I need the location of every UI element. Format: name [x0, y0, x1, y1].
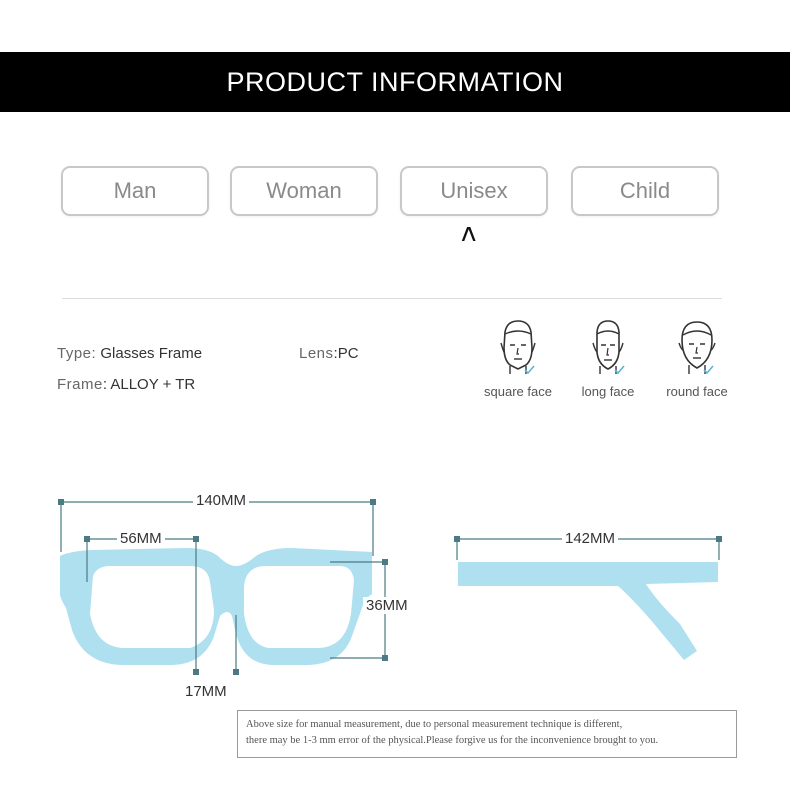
dimension-lens-height: 36MM — [363, 597, 411, 614]
measurement-note — [237, 710, 737, 758]
face-label-long: long face — [581, 384, 635, 399]
gender-option-woman[interactable]: Woman — [230, 166, 378, 216]
spec-frame-value: : ALLOY + TR — [102, 376, 196, 393]
spec-lens-key: Lens — [299, 345, 334, 362]
gender-option-child[interactable]: Child — [571, 166, 719, 216]
gender-option-unisex[interactable]: Unisex — [400, 166, 548, 216]
note-line-1: Above size for manual measurement, due to personal measurement technique is different, — [246, 719, 623, 730]
spec-frame-key: Frame — [57, 376, 103, 393]
face-label-round: round face — [666, 384, 728, 399]
front-frame-shape — [60, 548, 372, 665]
temple-arm-shape — [458, 562, 718, 660]
spec-type-key: Type: — [57, 345, 97, 362]
dimension-lens-width: 56MM — [117, 530, 165, 547]
note-line-2: there may be 1-3 mm error of the physical.Please forgive us for the inconvenience brought to you. — [246, 735, 659, 746]
selected-marker-caret: ʌ — [461, 218, 477, 248]
face-label-square: square face — [484, 384, 552, 399]
spec-type-value: Glasses Frame — [100, 345, 203, 362]
spec-lens-value: :PC — [333, 345, 359, 362]
dimension-total-width: 140MM — [193, 492, 249, 509]
banner-title: PRODUCT INFORMATION — [226, 66, 564, 97]
gender-option-man[interactable]: Man — [61, 166, 209, 216]
dimension-bridge: 17MM — [182, 683, 230, 700]
dimension-temple-length: 142MM — [562, 530, 618, 547]
